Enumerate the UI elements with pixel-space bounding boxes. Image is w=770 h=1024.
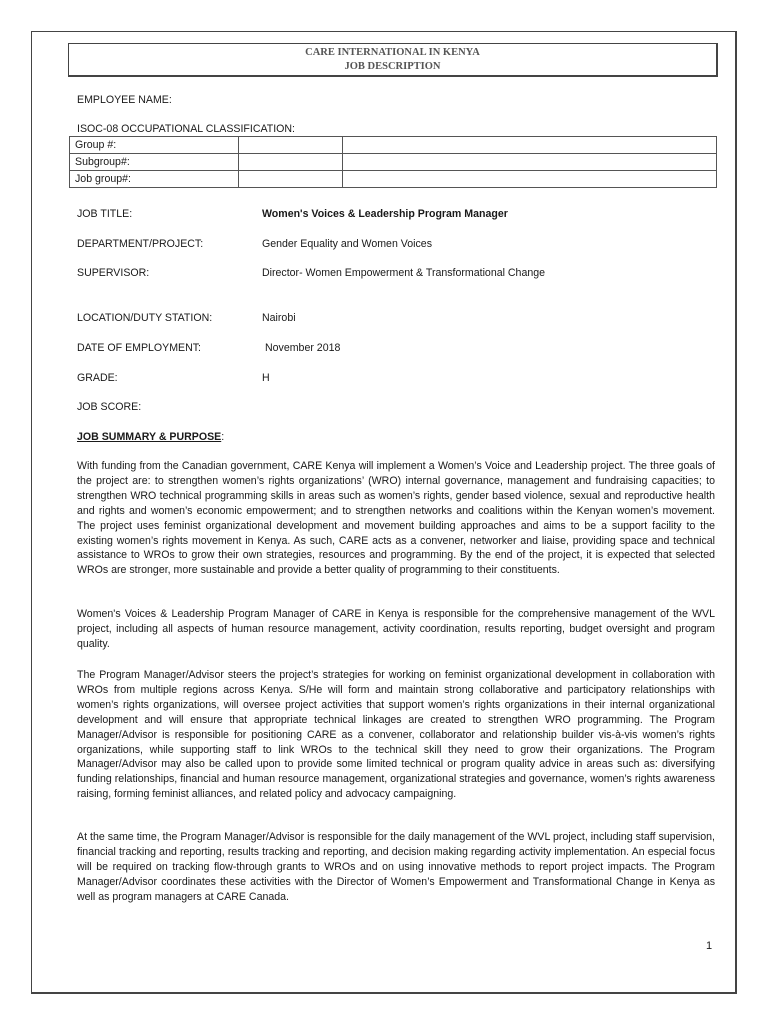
summary-heading-line [77,430,224,444]
summary-heading: JOB SUMMARY & PURPOSE [77,431,222,443]
grade-value: H [262,372,270,384]
table-row [70,154,717,171]
org-title: CARE INTERNATIONAL IN KENYA [305,47,480,58]
job-title-value: Women's Voices & Leadership Program Manager [262,208,508,220]
subgroup-code-cell [239,154,343,171]
jobgroup-label: Job group#: [70,171,239,188]
subgroup-desc-cell [343,154,717,171]
location-value: Nairobi [262,312,296,324]
department-value: Gender Equality and Women Voices [262,238,432,250]
supervisor-value: Director- Women Empowerment & Transformational Change [262,267,546,279]
employee-name-label: EMPLOYEE NAME: [77,94,172,106]
isoc-label: ISOC-08 OCCUPATIONAL CLASSIFICATION: [77,123,295,135]
group-label: Group #: [70,137,239,154]
document-header [68,43,718,77]
summary-heading-colon: : [221,431,225,443]
date-of-employment-value: November 2018 [265,342,341,354]
table-row [70,171,717,188]
jobgroup-code-cell [239,171,343,188]
subgroup-label: Subgroup#: [70,154,239,171]
job-score-label: JOB SCORE: [77,401,142,413]
classification-table [69,136,717,188]
summary-paragraph-4: At the same time, the Program Manager/Advisor is responsible for the daily management of the WVL project, including staff supervision, financial tracking and reporting, results tracking and reporting, and decision making regarding activity implementation. An especial focus will be required on tracking flow-through grants to WROs and on using innovative methods to report project impacts. The Program Manager/Advisor coordinates these activities with the Director of Women’s Empowerment and Transformational Change in Kenya as well as program managers at CARE Canada. [77,831,715,903]
department-label: DEPARTMENT/PROJECT: [77,238,204,250]
group-desc-cell [343,137,717,154]
supervisor-label: SUPERVISOR: [77,267,150,279]
summary-paragraph-2: Women's Voices & Leadership Program Manager of CARE in Kenya is responsible for the comprehensive management of the WVL project, including all aspects of human resource management, activity coordination, results reporting, budget oversight and program quality. [77,608,715,650]
location-label: LOCATION/DUTY STATION: [77,312,213,324]
summary-paragraph-3: The Program Manager/Advisor steers the project’s strategies for working on feminist organizational development in collaboration with WROs from multiple regions across Kenya. S/He will form and maintain strong collaborative and participatory relationships with women’s rights organizations, will oversee project activities that support women’s rights organizations in their internal organizational development and will ensure that appropriate technical linkages are created to strengthen WRO programming. The Program Manager/Advisor is responsible for positioning CARE as a convener, collaborator and relationship builder vis-à-vis women’s rights organizations, while supporting staff to link WROs to the technical skill they need to grow their organizations. The Program Manager/Advisor may also be called upon to provide some limited technical or program quality advice in areas such as: diversifying funding relationships, financial and human resource management, organizational strategies and governance, women’s rights awareness raising, forming feminist alliances, and related policy and advocacy campaigning. [77,669,715,801]
jobgroup-desc-cell [343,171,717,188]
page-number: 1 [706,940,713,952]
date-of-employment-label: DATE OF EMPLOYMENT: [77,342,201,354]
table-row [70,137,717,154]
grade-label: GRADE: [77,372,118,384]
group-code-cell [239,137,343,154]
job-title-label: JOB TITLE: [77,208,133,220]
summary-paragraph-1: With funding from the Canadian government, CARE Kenya will implement a Women’s Voice and Leadership project. The three goals of the project are: to strengthen women’s rights organizations’ (WRO) internal governance, management and fundraising capacities; to strengthen WRO technical programming skills in areas such as women’s rights, gender based violence, sexual and reproductive health and rights and women’s economic empowerment; and to strengthen networks and coalitions within the Kenyan women’s movement. The project uses feminist organizational development and movement building approaches and aims to be a support facility to the existing women’s rights movement in Kenya. As such, CARE acts as a convener, networker and liaise, providing space and technical assistance to WROs to grow their own strategies, resources and programming. By the end of the project, it is expected that selected WROs are stronger, more sustainable and provide a better quality of programming to their constituents. [77,460,715,577]
doc-title: JOB DESCRIPTION [344,61,441,72]
